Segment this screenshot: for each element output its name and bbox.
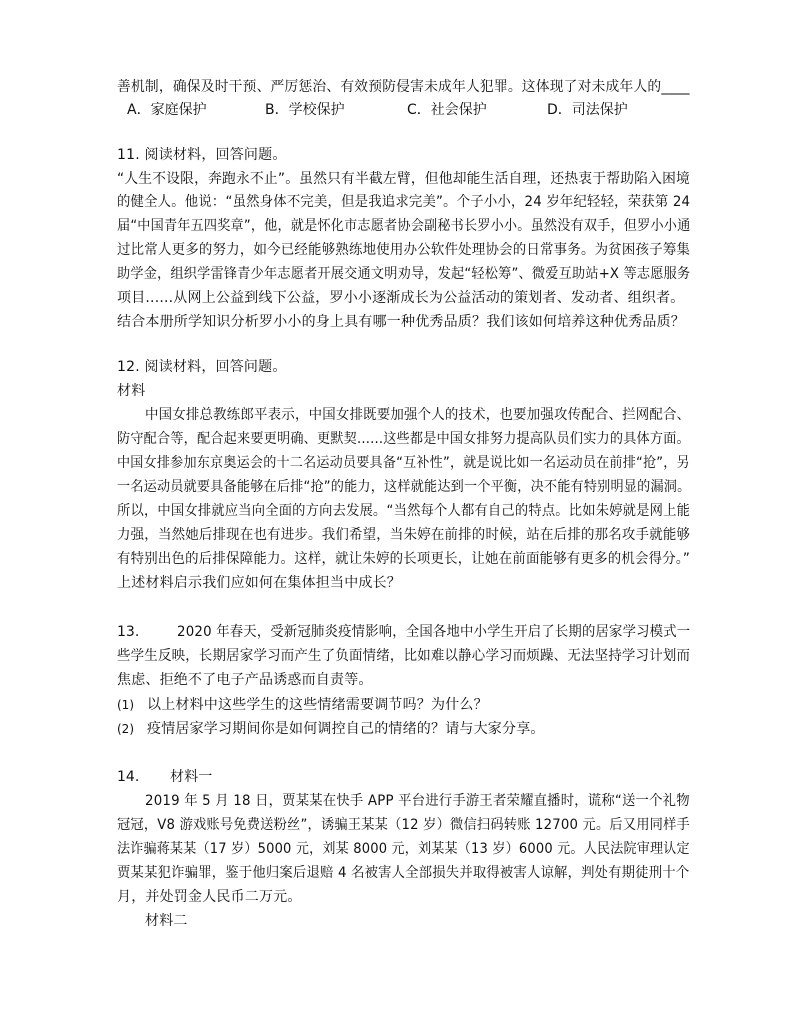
- q14-body-line: 法诈骗蒋某某（17 岁）5000 元，刘某 8000 元，刘某某（13 岁）6000 元。人民法院审理认定: [117, 841, 690, 857]
- q10-option-b: B．学校保护: [265, 102, 345, 118]
- q11-body-line: 项目......从网上公益到线下公益，罗小小逐渐成长为公益活动的策划者、发动者、组织者。: [117, 290, 685, 306]
- q13-sub-number: (2): [117, 722, 134, 736]
- q13-number: 13.: [117, 624, 140, 640]
- q11-body-line: 助学金，组织学雷锋青少年志愿者开展交通文明劝导，发起“轻松筹”、微爱互助站+X 等志愿服务: [117, 266, 691, 282]
- q13-sub-text: 以上材料中这些学生的这些情绪需要调节吗？为什么？: [147, 697, 488, 713]
- q12-question: 上述材料启示我们应如何在集体担当中成长？: [117, 575, 401, 591]
- q10-option-c: C．社会保护: [407, 102, 487, 118]
- q14-number: 14.: [117, 769, 140, 785]
- q12-body-line: 防守配合等，配合起来要更明确、更默契......这些都是中国女排努力提高队员们实力的具体方面。: [117, 431, 690, 447]
- q13-body-line: 焦虑、拒绝不了电子产品诱惑而自责等。: [117, 672, 373, 688]
- q14-material1-label: 材料一: [170, 769, 213, 785]
- q10-option-d: D．司法保护: [547, 102, 628, 118]
- q11-body-line: 过比常人更多的努力，如今已经能够熟练地使用办公软件处理协会的日常事务。为贫困孩子筹集: [117, 242, 691, 258]
- q14-body-line: 月，并处罚金人民币二万元。: [117, 889, 302, 905]
- q14-body-line: 贾某某犯诈骗罪，鉴于他归案后退赔 4 名被害人全部损失并取得被害人谅解，判处有期徒刑十个: [117, 865, 690, 881]
- q11-body-line: “人生不设限，奔跑永不止”。虽然只有半截左臂，但他却能生活自理，还热衷于帮助陷入困境: [117, 171, 690, 187]
- q13-body-line: 些学生反映，长期居家学习而产生了负面情绪，比如难以静心学习而烦躁、无法坚持学习计划而: [117, 648, 691, 664]
- q11-header: 11. 阅读材料，回答问题。: [117, 147, 287, 163]
- q11-body-line: 届“中国青年五四奖章”，他，就是怀化市志愿者协会副秘书长罗小小。虽然没有双手，但罗小小通: [117, 218, 691, 234]
- q10-option-a: A．家庭保护: [127, 102, 207, 118]
- q12-body-line: 所以，中国女排就应当向全面的方向去发展。“当然每个人都有自己的特点。比如朱婷就是网上能: [117, 503, 691, 519]
- q14-body-line: 2019 年 5 月 18 日，贾某某在快手 APP 平台进行手游王者荣耀直播时，谎称“送一个礼物: [145, 793, 690, 809]
- q14-body-line: 冠冠，V8 游戏账号免费送粉丝”，诱骗王某某（12 岁）微信扫码转账 12700 元。后又用同样手: [117, 817, 690, 833]
- q12-body-line: 一名运动员就要具备能够在后排“抢”的能力，这样就能达到一个平衡，决不能有特别明显的漏洞。: [117, 479, 691, 495]
- q10-tail-text: 善机制，确保及时干预、严厉惩治、有效预防侵害未成年人犯罪。这体现了对未成年人的____: [117, 79, 690, 95]
- q13-sub-text: 疫情居家学习期间你是如何调控自己的情绪的？请与大家分享。: [147, 721, 545, 737]
- q12-body-line: 中国女排参加东京奥运会的十二名运动员要具备“互补性”，就是说比如一名运动员在前排“抢”，另: [117, 455, 690, 471]
- q12-body-line: 有特别出色的后排保障能力。这样，就让朱婷的长项更长，让她在前面能够有更多的机会得分。”: [117, 551, 690, 567]
- q12-material-label: 材料: [117, 383, 146, 399]
- q13-body-line: 2020 年春天，受新冠肺炎疫情影响，全国各地中小学生开启了长期的居家学习模式一: [177, 624, 691, 640]
- q13-sub-number: (1): [117, 698, 134, 712]
- q12-body-line: 中国女排总教练郎平表示，中国女排既要加强个人的技术，也要加强攻传配合、拦网配合、: [145, 407, 691, 423]
- q12-header: 12. 阅读材料，回答问题。: [117, 359, 287, 375]
- q11-question: 结合本册所学知识分析罗小小的身上具有哪一种优秀品质？我们该如何培养这种优秀品质？: [117, 314, 685, 330]
- q12-body-line: 力强，当然她后排现在也有进步。我们希望，当朱婷在前排的时候，站在后排的那名攻手就能够: [117, 527, 691, 543]
- q11-body-line: 的健全人。他说：“虽然身体不完美，但是我追求完美”。个子小小，24 岁年纪轻轻，荣获第 24: [117, 194, 691, 210]
- q14-material2-label: 材料二: [145, 913, 188, 929]
